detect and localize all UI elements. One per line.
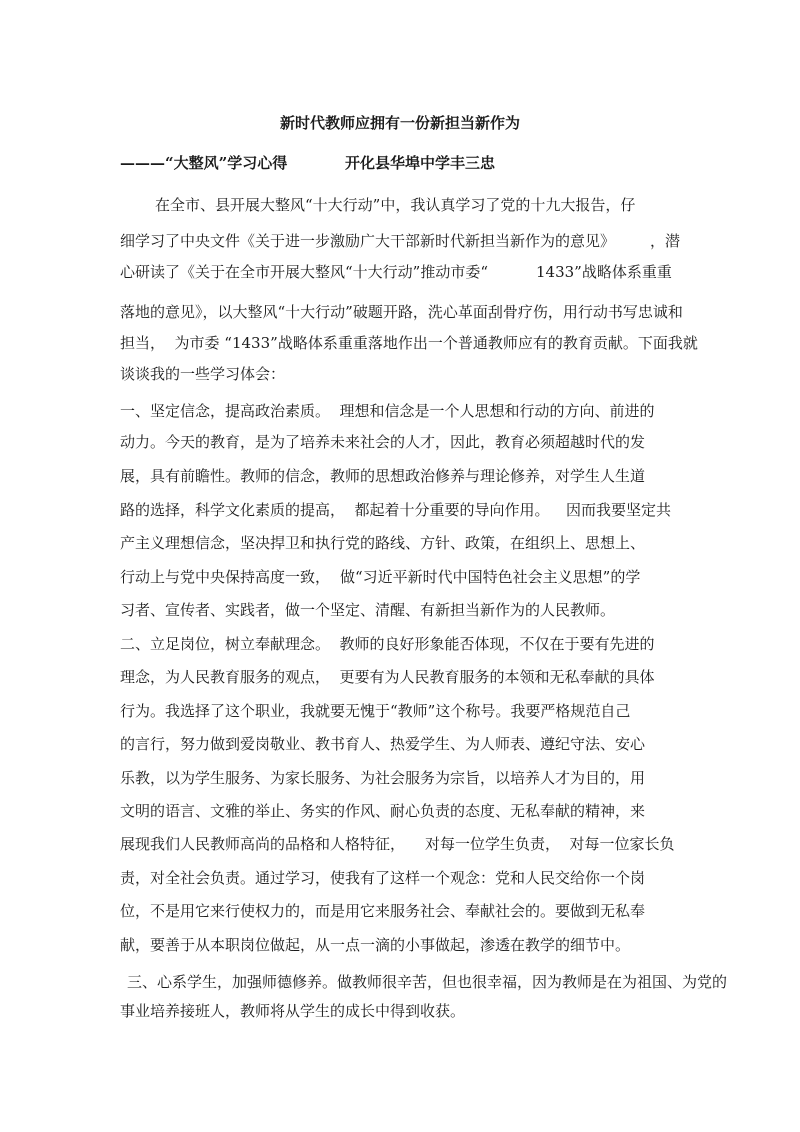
paragraph-line: 1433”战略体系重重: [536, 263, 672, 281]
paragraph-line: 责，对全社会负责。通过学习，使我有了这样一个观念：党和人民交给你一个岗: [120, 869, 646, 887]
paragraph-line: 做“习近平新时代中国特色社会主义思想”的学: [340, 568, 641, 586]
paragraph-line: 行动上与党中央保持高度一致，: [120, 568, 331, 586]
document-title: 新时代教师应拥有一份新担当新作为: [279, 114, 520, 132]
paragraph-line: 乐教，以为学生服务、为家长服务、为社会服务为宗旨，以培养人才为目的，用: [120, 769, 646, 787]
paragraph-line: 展，具有前瞻性。教师的信念，教师的思想政治修养与理论修养，对学生人生道: [120, 467, 646, 485]
paragraph-line: 心研读了《关于在全市开展大整风“十大行动”推动市委“: [120, 263, 489, 281]
paragraph-line: 因而我要坚定共: [566, 501, 672, 519]
paragraph-line: 献，要善于从本职岗位做起，从一点一滴的小事做起，渗透在教学的细节中。: [120, 936, 631, 954]
section-1-line: 一、坚定信念，提高政治素质。 理想和信念是一个人思想和行动的方向、前进的: [120, 402, 655, 420]
paragraph-line: 动力。今天的教育，是为了培养未来社会的人才，因此，教育必须超越时代的发: [120, 433, 646, 451]
paragraph-line: 理念，为人民教育服务的观点， 更要有为人民教育服务的本领和无私奉献的具体: [120, 668, 655, 686]
paragraph-line: 谈谈我的一些学习体会：: [120, 365, 286, 383]
paragraph-line: 位，不是用它来行使权力的，而是用它来服务社会、奉献社会的。要做到无私奉: [120, 902, 646, 920]
paragraph-line: 展现我们人民教师高尚的品格和人格特征，: [120, 835, 406, 853]
section-2-line: 二、立足岗位，树立奉献理念。 教师的良好形象能否体现，不仅在于要有先进的: [120, 635, 655, 653]
paragraph-line: 文明的语言、文雅的举止、务实的作风、耐心负责的态度、无私奉献的精神，来: [120, 802, 646, 820]
paragraph-line: 行为。我选择了这个职业，我就要无愧于“教师”这个称号。我要严格规范自己: [120, 702, 631, 720]
paragraph-line: 事业培养接班人，教师将从学生的成长中得到收获。: [120, 1002, 466, 1020]
paragraph-line: 产主义理想信念，坚决捍卫和执行党的路线、方针、政策，在组织上、思想上、: [120, 534, 646, 552]
paragraph-line: 习者、宣传者、实践者，做一个坚定、清醒、有新担当新作为的人民教师。: [120, 601, 616, 619]
paragraph-line: 对每一位学生负责， 对每一位家长负: [425, 835, 675, 853]
paragraph-line: 在全市、县开展大整风“十大行动”中，我认真学习了党的十九大报告，仔: [155, 196, 636, 214]
paragraph-line: 担当， 为市委 “1433”战略体系重重落地作出一个普通教师应有的教育贡献。下面我就: [120, 334, 698, 352]
paragraph-line: 路的选择，科学文化素质的提高， 都起着十分重要的导向作用。: [120, 501, 550, 519]
author: 开化县华埠中学丰三忠: [345, 154, 496, 172]
section-3-line: 三、心系学生，加强师德修养。做教师很辛苦，但也很幸福，因为教师是在为祖国、为党的: [127, 973, 728, 991]
paragraph-line: 的言行，努力做到爱岗敬业、教书育人、热爱学生、为人师表、遵纪守法、安心: [120, 735, 646, 753]
paragraph-line: ，潜: [650, 232, 681, 250]
subtitle: ———“大整风”学习心得: [120, 154, 288, 172]
paragraph-line: 细学习了中央文件《关于进一步激励广大干部新时代新担当新作为的意见》: [120, 232, 616, 250]
paragraph-line: 落地的意见》，以大整风“十大行动”破题开路，洗心革面刮骨疗伤，用行动书写忠诚和: [120, 303, 683, 321]
